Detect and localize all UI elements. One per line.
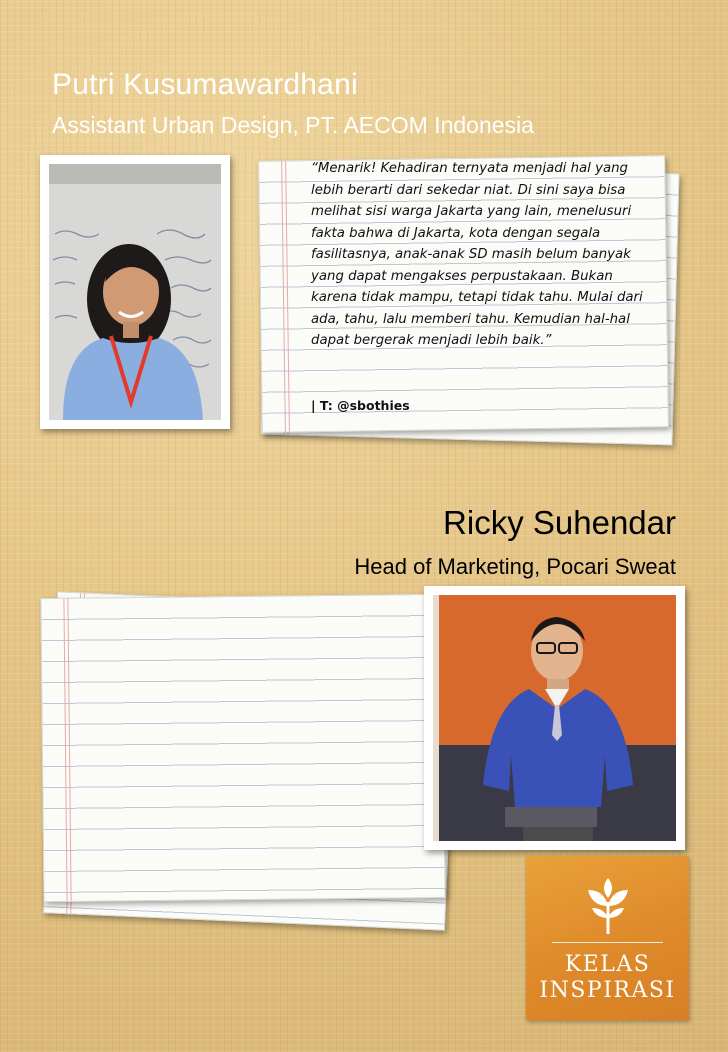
sprout-icon	[582, 876, 634, 936]
person1-role: Assistant Urban Design, PT. AECOM Indonesia	[52, 112, 534, 138]
person1-portrait-image	[49, 164, 221, 420]
kelas-inspirasi-logo	[526, 856, 689, 1020]
person1-name: Putri Kusumawardhani	[52, 68, 358, 101]
logo-text-inspirasi: INSPIRASI	[539, 978, 676, 1003]
note-paper-2	[40, 594, 445, 902]
person2-name: Ricky Suhendar	[443, 504, 676, 541]
person2-photo	[424, 586, 685, 850]
person1-twitter-handle: | T: @sbothies	[311, 398, 410, 413]
person1-photo	[40, 155, 230, 429]
person2-role: Head of Marketing, Pocari Sweat	[354, 554, 676, 579]
logo-text-kelas: KELAS	[564, 952, 651, 977]
logo-divider	[552, 942, 663, 943]
person1-quote: “Menarik! Kehadiran ternyata menjadi hal yang lebih berarti dari sekedar niat. Di sini saya bisa melihat sisi warga Jakarta yang lain, menelusuri fakta bahwa di Jakarta, kota dengan segala fasilitasnya, anak-anak SD masih belum banyak yang dapat mengakses perpustakaan. Bukan karena tidak mampu, tetapi tidak tahu. Mulai dari ada, tahu, lalu memberi tahu. Kemudian hal-hal dapat bergerak menjadi lebih baik.”	[311, 161, 643, 348]
person2-portrait-image	[433, 595, 676, 841]
